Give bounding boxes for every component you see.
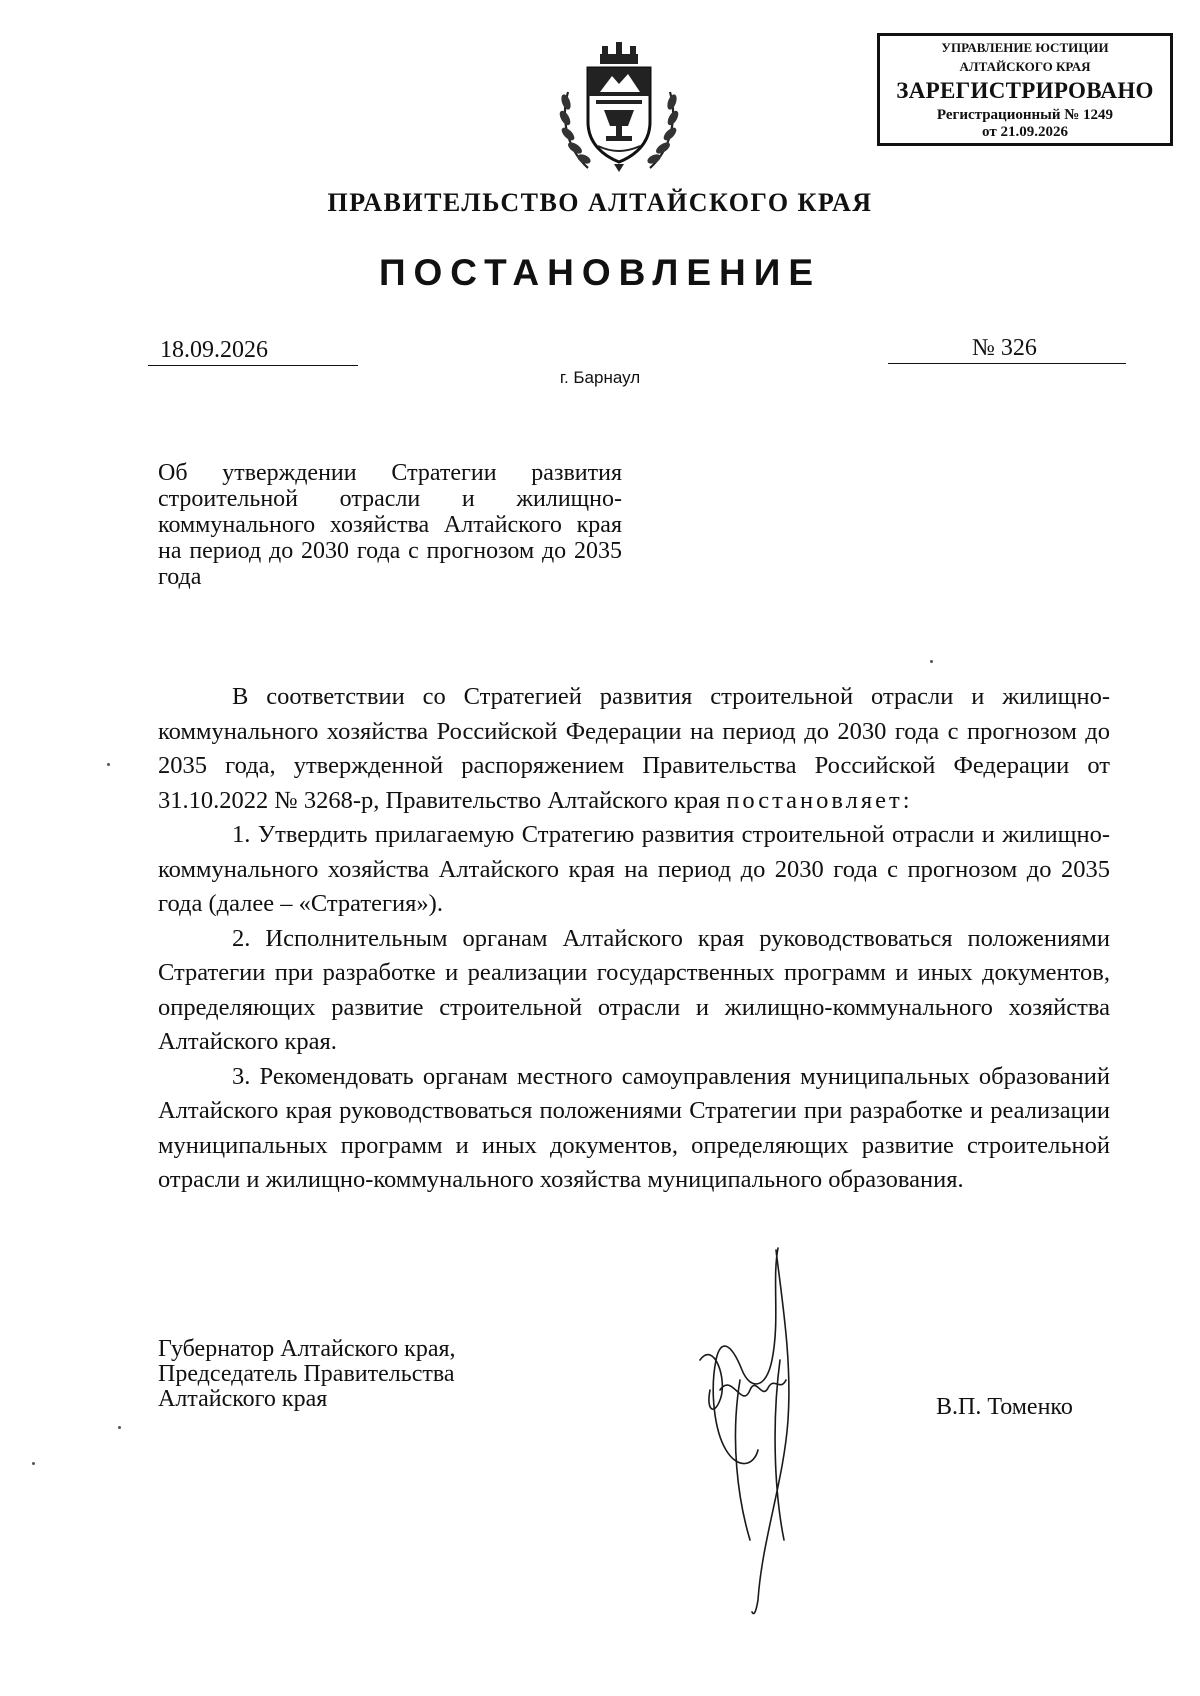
signer-title [158,1337,456,1412]
document-subject: Об утверждении Стратегии развития строительной отрасли и жилищно-коммунального хозяйства Алтайского края на период до 2030 года с прогнозом до 2035 года [158,460,622,590]
stamp-reg-number: Регистрационный № 1249 [936,107,1114,123]
stamp-org-line1: УПРАВЛЕНИЕ ЮСТИЦИИ [941,40,1109,55]
preamble-end: : [902,786,910,814]
document-number: № 326 [972,335,1037,361]
document-body [158,680,1110,1198]
preamble-text: В соответствии со Стратегией развития строительной отрасли и жилищно-коммунального хозяйства Российской Федерации на период до 2030 года с прогнозом до 2035 года, утвержденной распоряжением Правительства Российской Федерации от 31.10.2022 № 3268-р, Правительство Алтайского края [158,683,1110,814]
document-number-field [888,333,1126,364]
document-city: г. Барнаул [559,368,641,387]
decree-word: постановляет [726,786,903,814]
item-2: 2. Исполнительным органам Алтайского края руководствоваться положениями Стратегии при разработке и реализации государственных программ и иных документов, определяющих развитие строительной отрасли и жилищно-коммунального хозяйства Алтайского края. [158,924,1110,1055]
document-type-title: ПОСТАНОВЛЕНИЕ [378,252,822,293]
stamp-status: ЗАРЕГИСТРИРОВАНО [896,78,1154,103]
stamp-org-line2: АЛТАЙСКОГО КРАЯ [959,59,1091,74]
document-date-field [148,335,358,366]
registration-stamp [877,33,1173,146]
item-3: 3. Рекомендовать органам местного самоуправления муниципальных образований Алтайского края руководствоваться положениями Стратегии при разработке и реализации муниципальных программ и иных документов, определяющих развитие строительной отрасли и жилищно-коммунального хозяйства муниципального образования. [158,1062,1110,1193]
signer-title-line3: Алтайского края [158,1386,328,1412]
signer-title-line1: Губернатор Алтайского края, [158,1336,456,1362]
signer-title-line2: Председатель Правительства [158,1361,455,1387]
stamp-reg-date: от 21.09.2026 [982,124,1068,140]
signer-name: В.П. Томенко [936,1394,1073,1420]
preamble-paragraph [158,680,1110,818]
coat-of-arms-icon [558,40,680,174]
item-1: 1. Утвердить прилагаемую Стратегию развития строительной отрасли и жилищно-коммунального хозяйства Алтайского края на период до 2030 года с прогнозом до 2035 года (далее – «Стратегия»). [158,821,1110,917]
handwritten-signature [680,1240,840,1620]
government-title: ПРАВИТЕЛЬСТВО АЛТАЙСКОГО КРАЯ [327,188,873,217]
document-date: 18.09.2026 [160,337,268,363]
